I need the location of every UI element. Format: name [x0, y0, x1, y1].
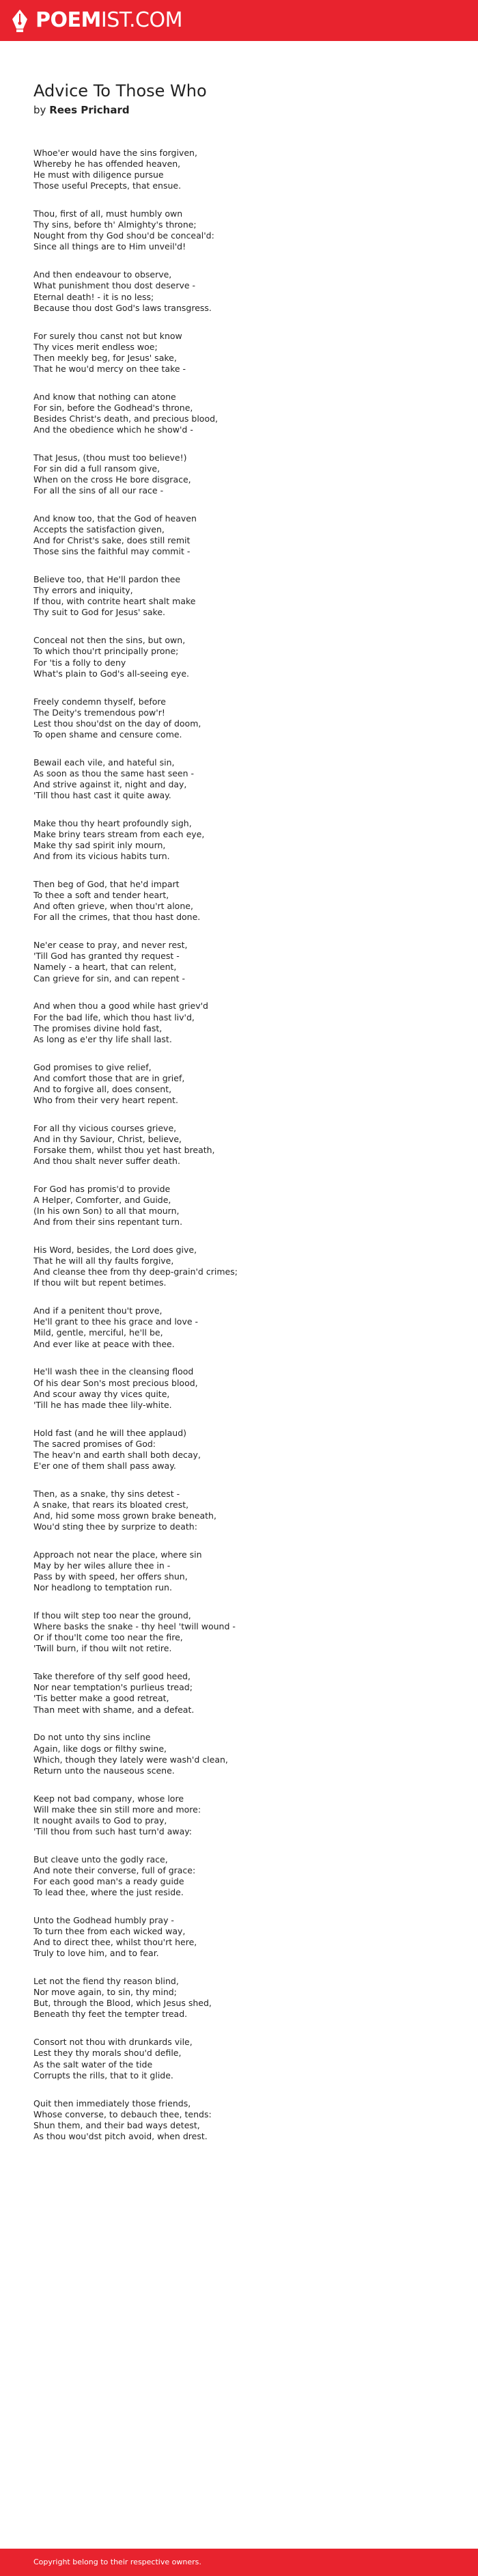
poem-line: For surely thou canst not but know [33, 330, 182, 341]
poem-line: And the obedience which he show'd - [33, 424, 193, 435]
logo-wordmark [36, 8, 182, 33]
poem-stanza [33, 1671, 457, 1715]
poem-line: Besides Christ's death, and precious blood, [33, 413, 219, 424]
poem-line: Nought from thy God shou'd be conceal'd: [33, 230, 214, 241]
poem-line: And if a penitent thou't prove, [33, 1305, 163, 1316]
poem-line: And, hid some moss grown brake beneath, [33, 1510, 216, 1521]
poem-line: For all the sins of all our race - [33, 485, 164, 496]
poem-line: Make thou thy heart profoundly sigh, [33, 817, 192, 828]
pen-nib-logo-icon [10, 8, 30, 33]
byline-label: by [33, 104, 46, 116]
poem-line: Which, though they lately were wash'd clean, [33, 1754, 228, 1765]
poem-line: 'Till God has granted thy request - [33, 951, 180, 962]
poem-line: Will make thee sin still more and more: [33, 1804, 201, 1815]
poem-line: That he will all thy faults forgive, [33, 1256, 174, 1266]
poem-line: Lest thou shou'dst on the day of doom, [33, 718, 201, 729]
poem-stanza [33, 1489, 457, 1532]
poem-line: For the bad life, which thou hast liv'd, [33, 1012, 195, 1022]
poem-line: That he wou'd mercy on thee take - [33, 363, 186, 374]
poem-line: And to forgive all, does consent, [33, 1083, 172, 1094]
poem-stanza [33, 818, 457, 862]
poem-line: Accepts the satisfaction given, [33, 524, 165, 535]
poem-title: Advice To Those Who [33, 81, 207, 100]
poem-stanza [33, 1366, 457, 1410]
poem-line: Make briny tears stream from each eye, [33, 828, 205, 839]
poem-line: Then, as a snake, thy sins detest - [33, 1488, 180, 1499]
poem-stanza [33, 392, 457, 435]
poem-line: For all the crimes, that thou hast done. [33, 912, 201, 923]
poem-line: To lead thee, where the just reside. [33, 1887, 184, 1898]
poem-stanza [33, 574, 457, 618]
poem-line: And comfort those that are in grief, [33, 1072, 185, 1083]
poem-line: But cleave unto the godly race, [33, 1854, 168, 1865]
poem-line: Thou, first of all, must humbly own [33, 208, 183, 219]
poem-line: 'Till thou hast cast it quite away. [33, 790, 171, 800]
poem-line: Truly to love him, and to fear. [33, 1948, 159, 1959]
footer-copyright: Copyright belong to their respective owners. [33, 2558, 201, 2566]
poem-line: Eternal death! - it is no less; [33, 291, 154, 302]
poem-line: Quit then immediately those friends, [33, 2098, 191, 2109]
poem-line: (In his own Son) to all that mourn, [33, 1206, 180, 1217]
poem-stanza [33, 452, 457, 496]
poem-line: Nor near temptation's purlieus tread; [33, 1682, 193, 1693]
poem-line: Whoe'er would have the sins forgiven, [33, 148, 197, 158]
poem-stanza [33, 208, 457, 252]
poem-line: He'll wash thee in the cleansing flood [33, 1366, 194, 1377]
poem-line: As long as e'er thy life shall last. [33, 1033, 172, 1044]
poem-line: Then meekly beg, for Jesus' sake, [33, 352, 177, 363]
poem-line: Thy vices merit endless woe; [33, 341, 158, 352]
poem-line: Conceal not then the sins, but own, [33, 635, 186, 646]
poem-line: To turn thee from each wicked way, [33, 1926, 186, 1937]
poem-line: When on the cross He bore disgrace, [33, 474, 191, 485]
poem-stanza [33, 1428, 457, 1472]
poem-stanza [33, 635, 457, 679]
poem-line: For all thy vicious courses grieve, [33, 1122, 177, 1133]
poem-line: Nor move again, to sin, thy mind; [33, 1987, 177, 1998]
poem-line: If thou wilt step too near the ground, [33, 1610, 191, 1621]
poem-stanza [33, 1854, 457, 1898]
poem-line: And cleanse thee from thy deep-grain'd crimes; [33, 1266, 238, 1277]
poem-line: Than meet with shame, and a defeat. [33, 1704, 195, 1715]
poem-line: May by her wiles allure thee in - [33, 1560, 171, 1571]
poem-line: Unto the Godhead humbly pray - [33, 1914, 174, 1925]
poem-line: And from its vicious habits turn. [33, 851, 170, 862]
poem-byline [33, 103, 457, 118]
site-logo[interactable] [10, 8, 182, 33]
poem-stanza [33, 1062, 457, 1106]
poem-stanza [33, 1732, 457, 1776]
poem-line: And from their sins repentant turn. [33, 1217, 183, 1228]
poem-line: 'Till he has made thee lily-white. [33, 1399, 172, 1410]
poem-line: Those useful Precepts, that ensue. [33, 180, 182, 191]
poem-line: A snake, that rears its bloated crest, [33, 1499, 189, 1510]
poem-line: Thy errors and iniquity, [33, 585, 133, 596]
poem-line: Return unto the nauseous scene. [33, 1765, 175, 1776]
poem-stanza [33, 1001, 457, 1044]
poem-line: But, through the Blood, which Jesus shed, [33, 1998, 212, 2009]
logo-wordmark-light: IST.COM [100, 8, 182, 32]
poem-line: A Helper, Comforter, and Guide, [33, 1195, 171, 1206]
poem-line: Whereby he has offended heaven, [33, 159, 181, 170]
poem-article [33, 81, 457, 2159]
poem-line: That Jesus, (thou must too believe!) [33, 452, 187, 463]
poem-stanza [33, 696, 457, 740]
poem-line: And then endeavour to observe, [33, 269, 172, 280]
poem-line: What's plain to God's all-seeing eye. [33, 668, 189, 679]
poem-line: Namely - a heart, that can relent, [33, 962, 177, 973]
poem-stanza [33, 1610, 457, 1654]
poem-line: Lest they thy morals shou'd defile, [33, 2048, 182, 2059]
poem-line: What punishment thou dost deserve - [33, 280, 196, 291]
poem-line: And for Christ's sake, does still remit [33, 535, 191, 546]
poem-line: His Word, besides, the Lord does give, [33, 1245, 197, 1256]
poem-line: Keep not bad company, whose lore [33, 1793, 184, 1804]
poem-line: Whose converse, to debauch thee, tends: [33, 2109, 212, 2119]
poem-line: Where basks the snake - thy heel 'twill wound - [33, 1621, 236, 1632]
poem-line: Approach not near the place, where sin [33, 1549, 202, 1560]
poem-line: Wou'd sting thee by surprize to death: [33, 1521, 197, 1532]
poem-line: He'll grant to thee his grace and love - [33, 1316, 199, 1327]
poem-line: God promises to give relief, [33, 1061, 152, 1072]
poem-line: Or if thou'lt come too near the fire, [33, 1632, 183, 1643]
poem-line: Freely condemn thyself, before [33, 696, 166, 707]
poem-author-link[interactable]: Rees Prichard [49, 104, 130, 116]
poem-line: As soon as thou the same hast seen - [33, 768, 195, 778]
poem-line: To open shame and censure come. [33, 729, 182, 740]
poem-line: Who from their very heart repent. [33, 1094, 178, 1105]
poem-line: 'Twill burn, if thou wilt not retire. [33, 1643, 172, 1654]
poem-line: If thou wilt but repent betimes. [33, 1277, 167, 1288]
poem-line: E'er one of them shall pass away. [33, 1460, 176, 1471]
poem-line: Believe too, that He'll pardon thee [33, 574, 181, 585]
poem-line: For sin did a full ransom give, [33, 463, 160, 474]
poem-line: For each good man's a ready guide [33, 1876, 184, 1886]
poem-line: Again, like dogs or filthy swine, [33, 1743, 167, 1754]
poem-stanza [33, 1123, 457, 1167]
poem-stanza [33, 1305, 457, 1349]
poem-stanza [33, 1915, 457, 1959]
poem-line: The heav'n and earth shall both decay, [33, 1449, 201, 1460]
poem-stanza [33, 879, 457, 923]
poem-line: 'Tis better make a good retreat, [33, 1693, 169, 1704]
poem-stanza [33, 940, 457, 984]
poem-line: Can grieve for sin, and can repent - [33, 973, 186, 984]
logo-wordmark-bold: POEM [36, 8, 101, 32]
poem-stanza [33, 1245, 457, 1288]
poem-line: The Deity's tremendous pow'r! [33, 707, 165, 718]
poem-line: For God has promis'd to provide [33, 1183, 171, 1194]
poem-line: It nought avails to God to pray, [33, 1815, 167, 1826]
poem-body [33, 148, 457, 2142]
poem-line: Thy suit to God for Jesus' sake. [33, 607, 165, 618]
poem-line: And strive against it, night and day, [33, 778, 187, 789]
poem-line: For sin, before the Godhead's throne, [33, 402, 193, 413]
poem-line: He must with diligence pursue [33, 170, 164, 180]
poem-line: Of his dear Son's most precious blood, [33, 1377, 198, 1388]
poem-line: And when thou a good while hast griev'd [33, 1001, 208, 1012]
poem-line: And scour away thy vices quite, [33, 1388, 170, 1399]
poem-line: Those sins the faithful may commit - [33, 546, 191, 557]
poem-line: Forsake them, whilst thou yet hast breath, [33, 1144, 215, 1155]
poem-line: Thy sins, before th' Almighty's throne; [33, 219, 197, 230]
poem-stanza [33, 513, 457, 557]
poem-line: And thou shalt never suffer death. [33, 1156, 180, 1167]
poem-stanza [33, 757, 457, 801]
poem-line: Take therefore of thy self good heed, [33, 1671, 191, 1682]
poem-line: To which thou'rt principally prone; [33, 646, 179, 657]
poem-line: If thou, with contrite heart shalt make [33, 596, 196, 607]
poem-line: 'Till thou from such hast turn'd away: [33, 1826, 192, 1836]
poem-line: Because thou dost God's laws transgress. [33, 302, 212, 313]
poem-line: Mild, gentle, merciful, he'll be, [33, 1327, 163, 1338]
poem-line: Corrupts the rills, that to it glide. [33, 2070, 173, 2080]
poem-line: Let not the fiend thy reason blind, [33, 1976, 179, 1987]
poem-line: Since all things are to Him unveil'd! [33, 241, 186, 252]
poem-line: Pass by with speed, her offers shun, [33, 1571, 188, 1582]
poem-line: Do not unto thy sins incline [33, 1732, 151, 1743]
poem-line: Shun them, and their bad ways detest, [33, 2119, 200, 2130]
poem-line: Beneath thy feet the tempter tread. [33, 2009, 188, 2020]
poem-line: And know that nothing can atone [33, 391, 176, 402]
site-footer [0, 2549, 478, 2576]
poem-line: Bewail each vile, and hateful sin, [33, 757, 175, 768]
poem-stanza [33, 1976, 457, 2020]
poem-line: As the salt water of the tide [33, 2059, 153, 2070]
poem-stanza [33, 1184, 457, 1228]
poem-stanza [33, 148, 457, 191]
poem-line: Then beg of God, that he'd impart [33, 879, 180, 890]
poem-stanza [33, 2098, 457, 2142]
poem-line: And ever like at peace with thee. [33, 1338, 175, 1349]
poem-stanza [33, 1793, 457, 1837]
poem-line: Ne'er cease to pray, and never rest, [33, 940, 188, 951]
poem-line: To thee a soft and tender heart, [33, 890, 169, 901]
poem-line: And to direct thee, whilst thou'rt here, [33, 1937, 197, 1948]
poem-line: The promises divine hold fast, [33, 1022, 163, 1033]
site-header [0, 0, 478, 41]
poem-stanza [33, 1549, 457, 1593]
poem-line: As thou wou'dst pitch avoid, when drest. [33, 2130, 208, 2141]
poem-line: For 'tis a folly to deny [33, 657, 126, 668]
poem-line: Consort not thou with drunkards vile, [33, 2037, 193, 2048]
poem-stanza [33, 331, 457, 375]
poem-line: And note their converse, full of grace: [33, 1865, 196, 1875]
poem-line: Make thy sad spirit inly mourn, [33, 840, 166, 851]
poem-stanza [33, 2037, 457, 2080]
poem-line: Nor headlong to temptation run. [33, 1582, 172, 1593]
poem-line: And often grieve, when thou'rt alone, [33, 901, 193, 912]
poem-line: And know too, that the God of heaven [33, 513, 197, 524]
poem-line: Hold fast (and he will thee applaud) [33, 1427, 187, 1438]
poem-line: And in thy Saviour, Christ, believe, [33, 1133, 182, 1144]
poem-line: The sacred promises of God: [33, 1438, 156, 1449]
poem-stanza [33, 269, 457, 313]
